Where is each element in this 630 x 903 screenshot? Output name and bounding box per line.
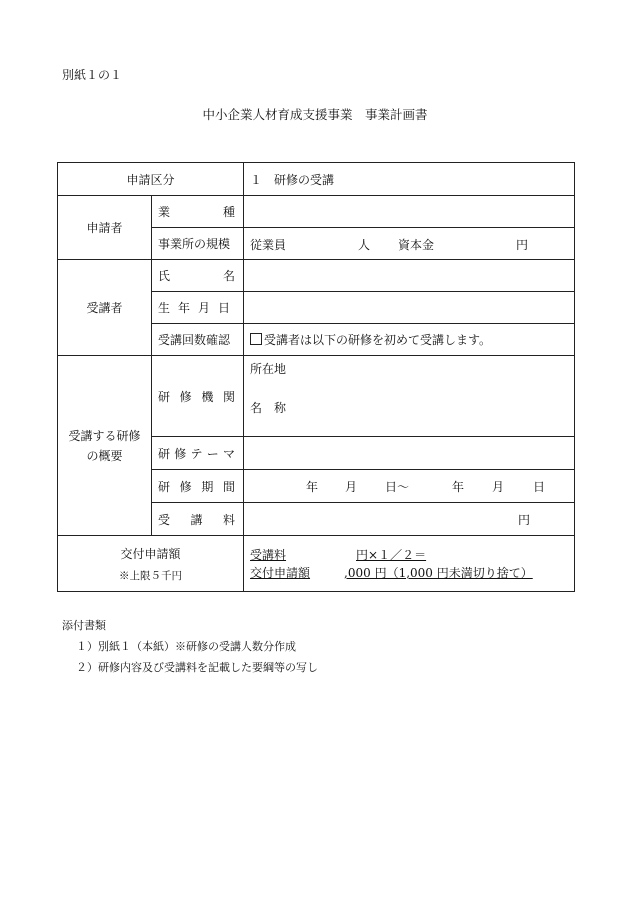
business-scale-label: 事業所の規模 — [152, 228, 244, 260]
training-period-label: 研 修 期 間 — [152, 470, 244, 503]
location-label: 所在地 — [250, 362, 287, 376]
grant-amount-value: ,000 円（1,000 円未満切り捨て） — [344, 566, 533, 580]
training-theme-label: 研 修 テ ー マ — [152, 437, 244, 470]
application-category-label: 申請区分 — [58, 163, 244, 196]
first-time-checkbox[interactable] — [250, 333, 262, 345]
grant-amount-label-cell — [58, 536, 244, 592]
attendance-count-field — [244, 324, 575, 356]
training-fee-label: 受 講 料 — [152, 503, 244, 536]
employees-label: 従業員 — [250, 237, 287, 252]
institution-name-label: 名 称 — [250, 401, 287, 415]
employees-unit: 人 — [358, 237, 371, 252]
attachment-item: ２）研修内容及び受講料を記載した要綱等の写し — [76, 661, 318, 674]
birth-date-label: 生 年 月 日 — [152, 292, 244, 324]
grant-limit-note: ※上限５千円 — [119, 569, 182, 582]
trainee-name-field[interactable] — [244, 260, 575, 292]
training-period-field[interactable]: 年 月 日～ 年 月 日 — [244, 470, 575, 503]
training-fee-field[interactable]: 円 — [244, 503, 575, 536]
grant-amount-label: 交付申請額 — [120, 546, 181, 561]
capital-unit: 円 — [516, 237, 529, 252]
grant-fee-label: 受講料 — [250, 548, 287, 562]
plan-form-table — [57, 162, 575, 592]
training-summary-label: 受講する研修 の概要 — [58, 356, 152, 536]
birth-date-field[interactable] — [244, 292, 575, 324]
attachments-title: 添付書類 — [62, 619, 106, 632]
attachments-section — [62, 615, 318, 678]
capital-label: 資本金 — [398, 237, 435, 252]
grant-amount-field[interactable] — [244, 536, 575, 592]
first-time-text: 受講者は以下の研修を初めて受講します。 — [264, 333, 492, 347]
training-institution-field[interactable] — [244, 356, 575, 437]
grant-formula: 円×１／２＝ — [356, 548, 427, 562]
industry-field[interactable] — [244, 196, 575, 228]
page-label: 別紙１の１ — [62, 68, 123, 82]
attendance-count-label: 受講回数確認 — [152, 324, 244, 356]
application-category-value: １ 研修の受講 — [244, 163, 575, 196]
applicant-label: 申請者 — [58, 196, 152, 260]
grant-amount-line-label: 交付申請額 — [250, 566, 311, 580]
document-title: 中小企業人材育成支援事業 事業計画書 — [202, 107, 428, 122]
training-institution-label: 研 修 機 関 — [152, 356, 244, 437]
business-scale-field[interactable] — [244, 228, 575, 260]
industry-label: 業 種 — [152, 196, 244, 228]
attachment-item: １）別紙１（本紙）※研修の受講人数分作成 — [76, 640, 296, 653]
trainee-name-label: 氏 名 — [152, 260, 244, 292]
training-theme-field[interactable] — [244, 437, 575, 470]
trainee-label: 受講者 — [58, 260, 152, 356]
